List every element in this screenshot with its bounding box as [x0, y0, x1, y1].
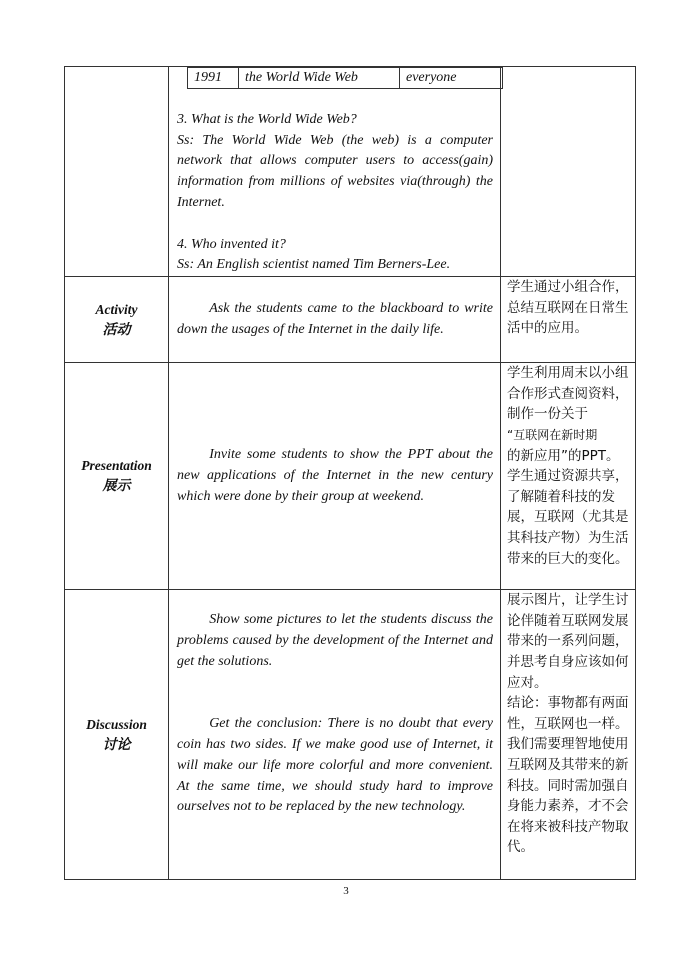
presentation-note-part1: 学生利用周末以小组合作形式查阅资料，制作一份关于: [507, 365, 629, 423]
discussion-content-cell: [169, 590, 501, 880]
presentation-content: Invite some students to show the PPT about the new applications of the Internet in the new century which were done by their group at weekend.: [177, 446, 493, 504]
discussion-content-1: Show some pictures to let the students discuss the problems caused by the development of the Internet and get the solutions.: [177, 612, 493, 669]
users-cell: everyone: [400, 68, 503, 89]
presentation-label: [65, 363, 169, 590]
discussion-note-1: 展示图片，让学生讨论伴随着互联网发展带来的一系列问题，并思考自身应该如何应对。: [507, 592, 629, 691]
discussion-label-en: Discussion: [86, 716, 147, 732]
presentation-notes-cell: [501, 363, 636, 590]
table-row-discussion: [65, 590, 636, 880]
discussion-label-cn: 讨论: [102, 736, 131, 753]
label-cell-empty: [65, 67, 169, 277]
table-row: [188, 68, 503, 89]
discussion-label: [65, 590, 169, 880]
discussion-note-2: 结论：事物都有两面性，互联网也一样。我们需要理智地使用互联网及其带来的新科技。同时需加强自身能力素养，才不会在将来被科技产物取代。: [507, 695, 629, 856]
discussion-notes-cell: [501, 590, 636, 880]
table-row: [65, 67, 636, 277]
invention-cell: the World Wide Web: [239, 68, 400, 89]
presentation-note-part3: 的新应用”的PPT。学生通过资源共享，了解随着科技的发展，互联网（尤其是其科技产物）为生活带来的巨大的变化。: [507, 447, 629, 567]
activity-notes-cell: [501, 277, 636, 363]
activity-label-cn: 活动: [102, 321, 131, 338]
lesson-plan-table: [64, 66, 636, 880]
question-3: 3. What is the World Wide Web?: [177, 111, 357, 127]
activity-label-en: Activity: [95, 301, 138, 317]
content-cell: [169, 67, 501, 277]
presentation-label-cn: 展示: [102, 478, 131, 495]
inventions-table: [187, 67, 503, 89]
question-4: 4. Who invented it?: [177, 236, 286, 252]
activity-content-cell: [169, 277, 501, 363]
answer-3: Ss: The World Wide Web (the web) is a computer network that allows computer users to access(gain) information from millions of websites via(through) the Internet.: [177, 132, 493, 210]
presentation-content-cell: [169, 363, 501, 590]
presentation-label-en: Presentation: [81, 458, 152, 474]
discussion-content-2: Get the conclusion: There is no doubt that every coin has two sides. If we make good use of Internet, it will make our life more colorful and more convenient. At the same time, we should study hard to improve ourselves not to be replaced by the new technology.: [177, 716, 493, 815]
page-number: 3: [343, 885, 349, 897]
activity-content: Ask the students came to the blackboard to write down the usages of the Internet in the daily life.: [177, 300, 493, 337]
answer-4: Ss: An English scientist named Tim Berners-Lee.: [177, 257, 451, 273]
table-row-presentation: [65, 363, 636, 590]
notes-cell-empty: [501, 67, 636, 277]
activity-note: 学生通过小组合作，总结互联网在日常生活中的应用。: [507, 279, 629, 337]
activity-label: [65, 277, 169, 363]
table-row-activity: [65, 277, 636, 363]
year-cell: 1991: [188, 68, 239, 89]
presentation-note-part2: “互联网在新时期: [507, 427, 598, 442]
presentation-note: [507, 363, 631, 569]
